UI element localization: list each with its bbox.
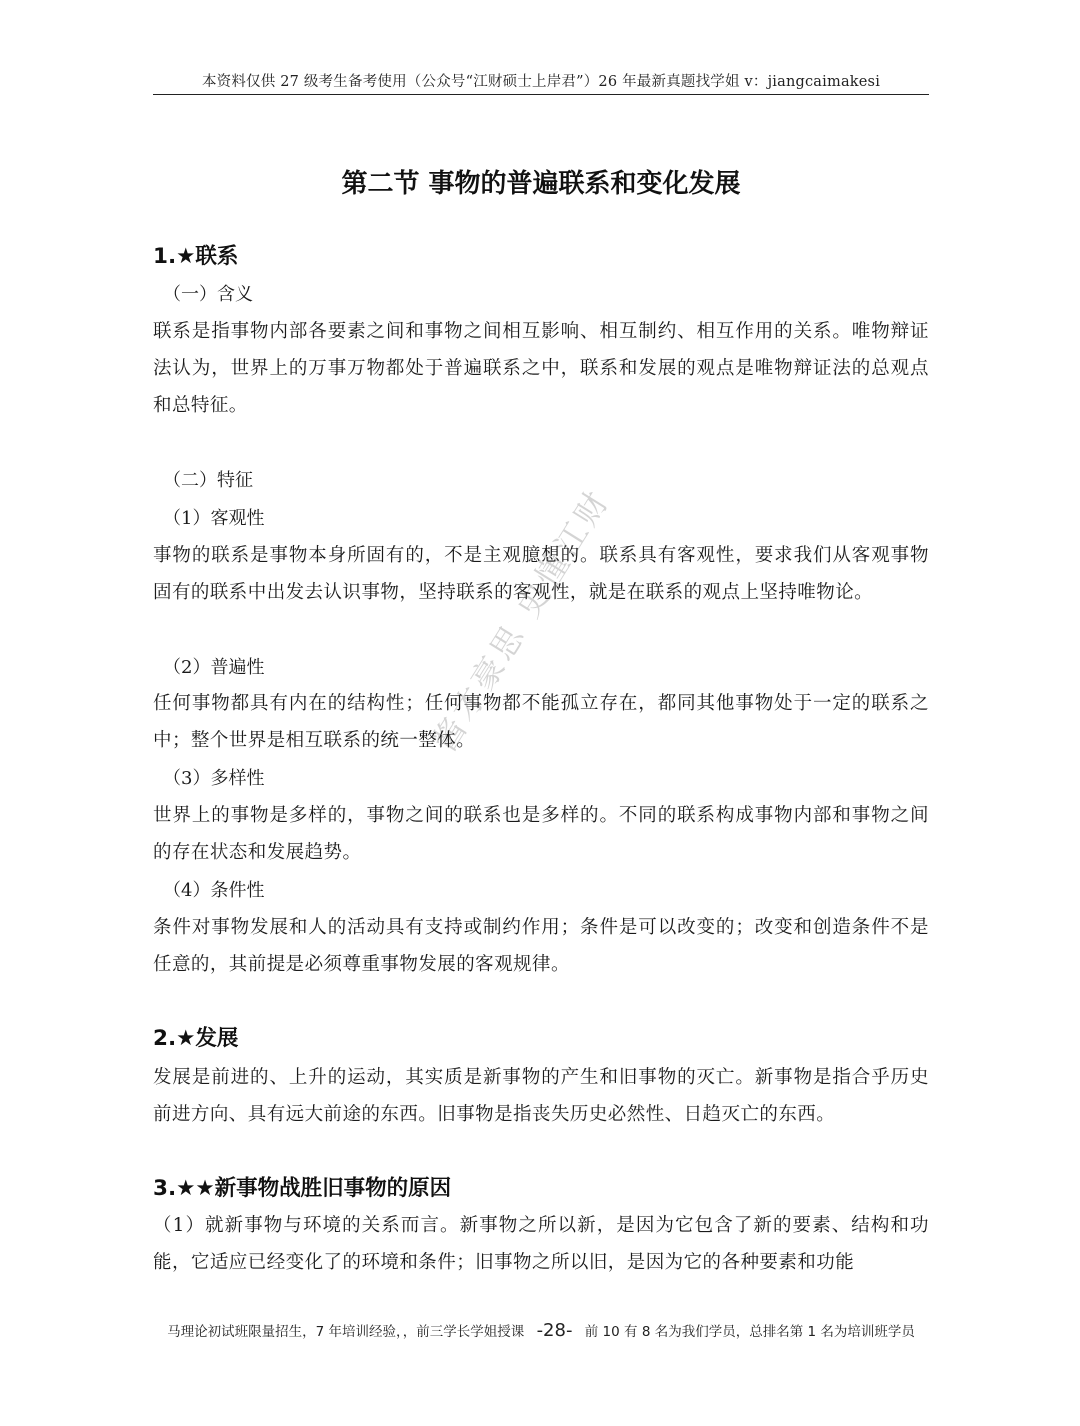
section-3-heading-block (153, 1174, 929, 1204)
heading-new-vs-old: 3.★★新事物战胜旧事物的原因 (153, 1176, 452, 1201)
section-3-text-block (153, 1207, 929, 1281)
meaning-label-block (153, 280, 929, 310)
feature-paragraph: 世界上的事物是多样的，事物之间的联系也是多样的。不同的联系构成事物内部和事物之间的存在状态和发展趋势。 (153, 805, 929, 863)
heading-fazhan: 2.★发展 (153, 1026, 239, 1051)
page-number: -28- (536, 1320, 573, 1341)
feature-paragraph: 条件对事物发展和人的活动具有支持或制约作用；条件是可以改变的；改变和创造条件不是任意的，其前提是必须尊重事物发展的客观规律。 (153, 917, 929, 975)
feature-1-label-block (153, 504, 929, 534)
page-header: 本资料仅供 27 级考生备考使用（公众号“江财硕士上岸君”）26 年最新真题找学姐 v：jiangcaimakesi (201, 74, 881, 90)
feature-2-text-block (153, 685, 929, 759)
feature-label: （3）多样性 (163, 768, 265, 789)
feature-3-label-block (153, 764, 929, 794)
footer-left-text: 马理论初试班限量招生，7 年培训经验，，前三学长学姐授课 (167, 1324, 525, 1340)
feature-paragraph: 事物的联系是事物本身所固有的，不是主观臆想的。联系具有客观性，要求我们从客观事物固有的联系中出发去认识事物，坚持联系的客观性，就是在联系的观点上坚持唯物论。 (153, 545, 929, 603)
page-footer (153, 1320, 929, 1341)
feature-label: （2）普遍性 (163, 657, 265, 678)
meaning-paragraph: 联系是指事物内部各要素之间和事物之间相互影响、相互制约、相互作用的关系。唯物辩证法认为，世界上的万事万物都处于普遍联系之中，联系和发展的观点是唯物辩证法的总观点和总特征。 (153, 321, 929, 416)
feature-paragraph: 任何事物都具有内在的结构性；任何事物都不能孤立存在，都同其他事物处于一定的联系之中；整个世界是相互联系的统一整体。 (153, 693, 929, 751)
section-2-text-block (153, 1059, 929, 1133)
features-label-block (153, 466, 929, 496)
section-title: 第二节 事物的普遍联系和变化发展 (341, 169, 741, 199)
new-vs-old-paragraph: （1）就新事物与环境的关系而言。新事物之所以新，是因为它包含了新的要素、结构和功能，它适应已经变化了的环境和条件；旧事物之所以旧，是因为它的各种要素和功能 (153, 1215, 929, 1273)
feature-4-text-block (153, 909, 929, 983)
feature-label: （1）客观性 (163, 508, 265, 529)
feature-label: （4）条件性 (163, 880, 265, 901)
watermark: 酱才豪思 史懂江财 (425, 481, 618, 759)
footer-right-text: 前 10 有 8 名为我们学员，总排名第 1 名为培训班学员 (584, 1324, 915, 1340)
meaning-label: （一）含义 (163, 284, 253, 305)
features-label: （二）特征 (163, 470, 253, 491)
section-1-heading-block (153, 242, 929, 272)
section-2-heading-block (153, 1024, 929, 1054)
feature-3-text-block (153, 797, 929, 871)
header-divider (153, 94, 929, 95)
meaning-paragraph-block (153, 313, 929, 424)
heading-lianxi: 1.★联系 (153, 244, 239, 269)
feature-4-label-block (153, 876, 929, 906)
feature-2-label-block (153, 653, 929, 683)
fazhan-paragraph: 发展是前进的、上升的运动，其实质是新事物的产生和旧事物的灭亡。新事物是指合乎历史前进方向、具有远大前途的东西。旧事物是指丧失历史必然性、日趋灭亡的东西。 (153, 1067, 929, 1125)
